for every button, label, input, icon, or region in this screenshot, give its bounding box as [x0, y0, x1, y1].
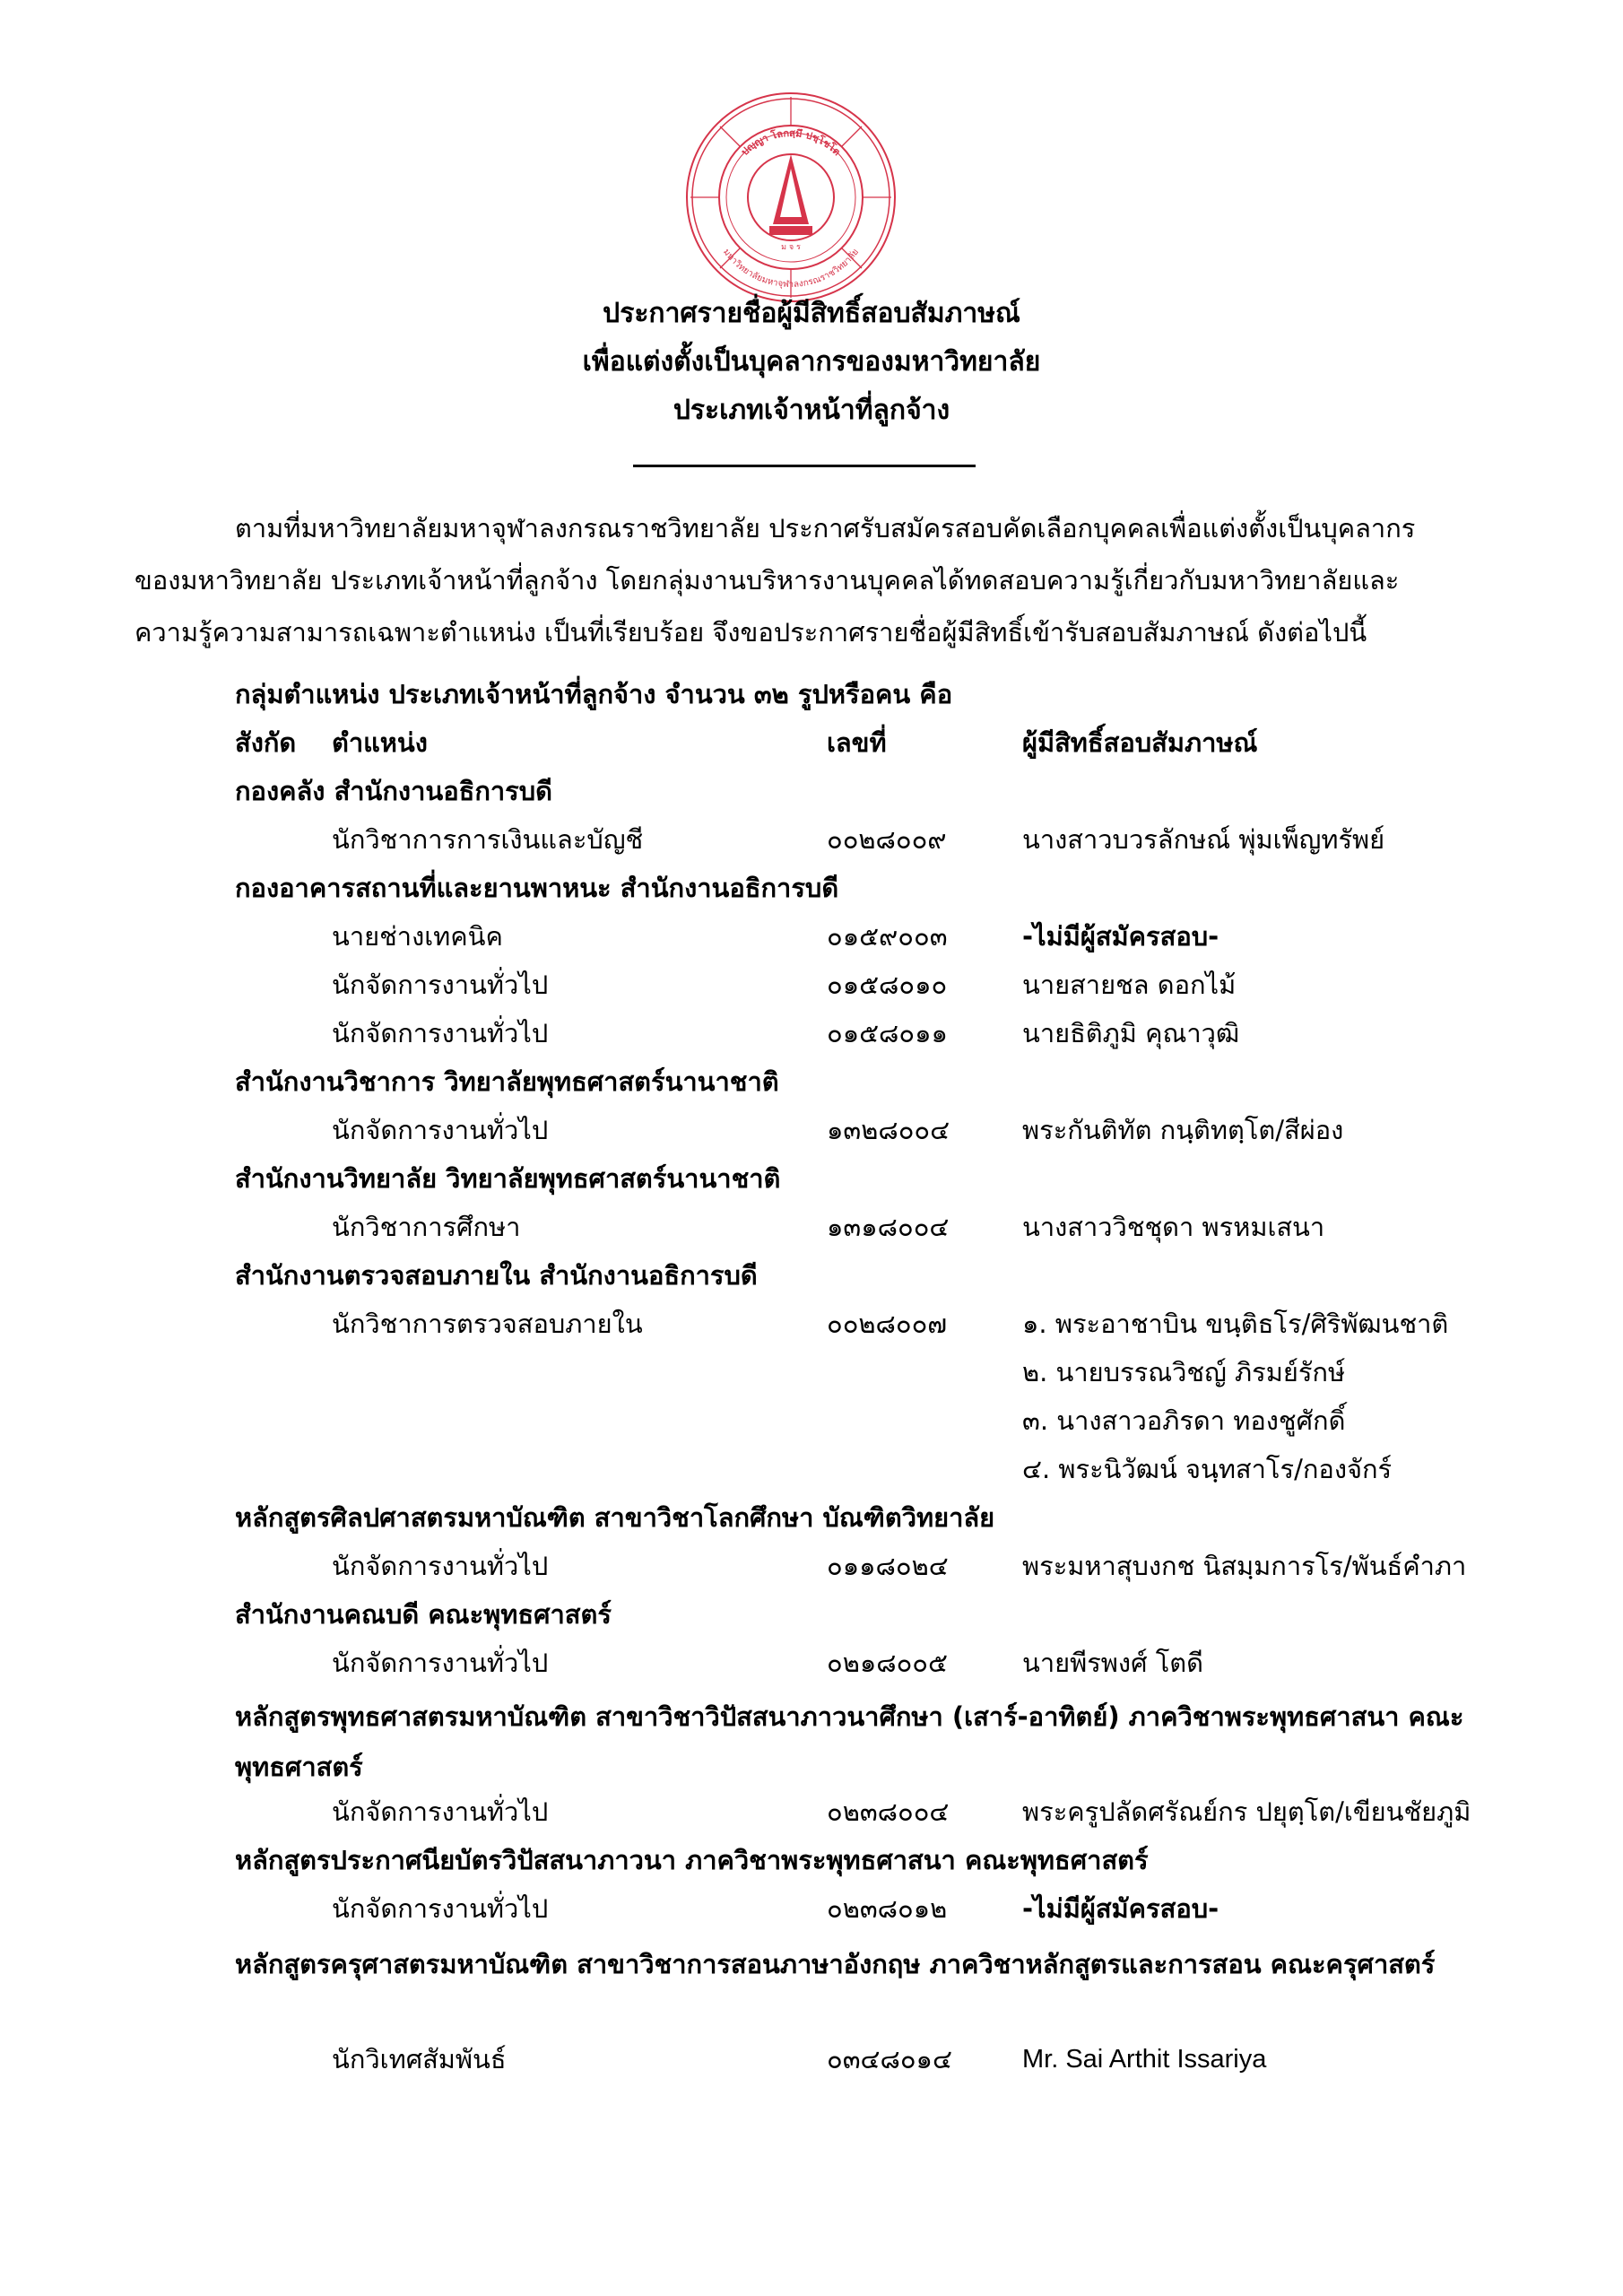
position-title: นักจัดการงานทั่วไป: [332, 1551, 549, 1581]
position-title: นักวิชาการศึกษา: [332, 1212, 521, 1242]
header-affiliation: สังกัด: [235, 727, 297, 758]
position-number: ๐๑๕๙๐๐๓: [827, 921, 948, 952]
dept-heading: หลักสูตรพุทธศาสตรมหาบัณฑิต สาขาวิชาวิปัสสนาภาวนาศึกษา (เสาร์-อาทิตย์) ภาควิชาพระพุทธศาสนา คณะพุทธศาสตร์: [235, 1701, 1464, 1782]
dept-heading: สำนักงานวิทยาลัย วิทยาลัยพุทธศาสตร์นานาชาติ: [235, 1163, 781, 1194]
position-title: นักจัดการงานทั่วไป: [332, 1018, 549, 1048]
position-title: นักวิชาการตรวจสอบภายใน: [332, 1309, 643, 1339]
position-number: ๐๐๒๘๐๐๙: [827, 824, 947, 855]
position-title: นักจัดการงานทั่วไป: [332, 970, 549, 1000]
intro-line3: ความรู้ความสามารถเฉพาะตำแหน่ง เป็นที่เรียบร้อย จึงขอประกาศรายชื่อผู้มีสิทธิ์เข้ารับสอบสัมภาษณ์ ดังต่อไปนี้: [135, 617, 1367, 648]
svg-text:ปญฺญา โลกสฺมึ ปชฺโชโต: ปญฺญา โลกสฺมึ ปชฺโชโต: [739, 126, 843, 159]
candidate-name: พระกันติทัต กนฺติทตฺโต/สีผ่อง: [1022, 1115, 1344, 1145]
dept-heading: หลักสูตรครุศาสตรมหาบัณฑิต สาขาวิชาการสอนภาษาอังกฤษ ภาควิชาหลักสูตรและการสอน คณะครุศาสตร์: [235, 1949, 1436, 1979]
candidate-name: Mr. Sai Arthit Issariya: [1022, 2045, 1267, 2074]
position-title: นักวิชาการการเงินและบัญชี: [332, 824, 644, 855]
header-number: เลขที่: [827, 727, 887, 758]
title-underline: [633, 465, 976, 467]
svg-text:ม จ ร: ม จ ร: [781, 243, 801, 252]
candidate-name: นางสาววิชชุดา พรหมเสนา: [1022, 1212, 1325, 1242]
position-title: นักจัดการงานทั่วไป: [332, 1115, 549, 1145]
candidate-name: นายธิติภูมิ คุณาวุฒิ: [1022, 1018, 1240, 1048]
dept-heading: หลักสูตรศิลปศาสตรมหาบัณฑิต สาขาวิชาโลกศึกษา บัณฑิตวิทยาลัย: [235, 1502, 995, 1533]
svg-text:มหาวิทยาลัยมหาจุฬาลงกรณราชวิทย: มหาวิทยาลัยมหาจุฬาลงกรณราชวิทยาลัย: [721, 247, 861, 290]
position-title: นักจัดการงานทั่วไป: [332, 1648, 549, 1678]
dept-heading: กองคลัง สำนักงานอธิการบดี: [235, 776, 552, 806]
position-number: ๑๓๑๘๐๐๔: [827, 1212, 950, 1242]
position-number: ๐๐๒๘๐๐๗: [827, 1309, 948, 1339]
candidate-name: ๒. นายบรรณวิชญ์ ภิรมย์รักษ์: [1022, 1357, 1346, 1387]
dept-heading: หลักสูตรประกาศนียบัตรวิปัสสนาภาวนา ภาควิชาพระพุทธศาสนา คณะพุทธศาสตร์: [235, 1845, 1149, 1875]
dept-heading: สำนักงานตรวจสอบภายใน สำนักงานอธิการบดี: [235, 1260, 758, 1291]
position-number: ๑๓๒๘๐๐๔: [827, 1115, 950, 1145]
dept-heading: สำนักงานคณบดี คณะพุทธศาสตร์: [235, 1599, 612, 1630]
position-title: นายช่างเทคนิค: [332, 921, 503, 952]
candidate-name: นายพีรพงศ์ โตดี: [1022, 1648, 1203, 1678]
position-number: ๐๒๓๘๐๑๒: [827, 1893, 948, 1924]
candidate-name: ๔. พระนิวัฒน์ จนฺทสาโร/กองจักร์: [1022, 1454, 1393, 1484]
position-title: นักจัดการงานทั่วไป: [332, 1893, 549, 1924]
doc-title-line3: ประเภทเจ้าหน้าที่ลูกจ้าง: [673, 395, 950, 426]
no-applicant-note: -ไม่มีผู้สมัครสอบ-: [1022, 1893, 1219, 1924]
position-number: ๐๑๕๘๐๑๑: [827, 1018, 948, 1048]
position-title: นักจัดการงานทั่วไป: [332, 1796, 549, 1827]
header-position: ตำแหน่ง: [332, 727, 428, 758]
dept-heading: สำนักงานวิชาการ วิทยาลัยพุทธศาสตร์นานาชาติ: [235, 1066, 779, 1097]
candidate-name: ๑. พระอาชาบิน ขนฺติธโร/ศิริพัฒนชาติ: [1022, 1309, 1449, 1339]
position-number: ๐๓๔๘๐๑๔: [827, 2044, 952, 2074]
position-number: ๐๒๑๘๐๐๕: [827, 1648, 948, 1678]
position-number: ๐๑๑๘๐๒๔: [827, 1551, 949, 1581]
doc-title-line1: ประกาศรายชื่อผู้มีสิทธิ์สอบสัมภาษณ์: [603, 298, 1020, 329]
group-heading: กลุ่มตำแหน่ง ประเภทเจ้าหน้าที่ลูกจ้าง จำนวน ๓๒ รูปหรือคน คือ: [235, 679, 953, 709]
candidate-name: พระมหาสุบงกช นิสมฺมการโร/พันธ์คำภา: [1022, 1551, 1467, 1581]
position-title: นักวิเทศสัมพันธ์: [332, 2044, 507, 2074]
no-applicant-note: -ไม่มีผู้สมัครสอบ-: [1022, 921, 1219, 952]
position-number: ๐๒๓๘๐๐๔: [827, 1796, 950, 1827]
intro-line2: ของมหาวิทยาลัย ประเภทเจ้าหน้าที่ลูกจ้าง โดยกลุ่มงานบริหารงานบุคคลได้ทดสอบความรู้เกี่ยวกับมหาวิทยาลัยและ: [135, 565, 1400, 596]
position-number: ๐๑๕๘๐๑๐: [827, 970, 948, 1000]
candidate-name: ๓. นางสาวอภิรดา ทองชูศักดิ์: [1022, 1405, 1346, 1436]
candidate-name: พระครูปลัดศรัณย์กร ปยุตฺโต/เขียนชัยภูมิ: [1022, 1796, 1471, 1827]
intro-line1: ตามที่มหาวิทยาลัยมหาจุฬาลงกรณราชวิทยาลัย ประกาศรับสมัครสอบคัดเลือกบุคคลเพื่อแต่งตั้งเป็นบุคลากร: [235, 513, 1416, 544]
header-candidates: ผู้มีสิทธิ์สอบสัมภาษณ์: [1022, 727, 1258, 758]
candidate-name: นายสายชล ดอกไม้: [1022, 970, 1237, 1000]
candidate-name: นางสาวบวรลักษณ์ พุ่มเพ็ญทรัพย์: [1022, 824, 1385, 855]
university-seal: [683, 90, 898, 305]
doc-title-line2: เพื่อแต่งตั้งเป็นบุคลากรของมหาวิทยาลัย: [582, 346, 1041, 378]
dept-heading: กองอาคารสถานที่และยานพาหนะ สำนักงานอธิการบดี: [235, 873, 839, 903]
